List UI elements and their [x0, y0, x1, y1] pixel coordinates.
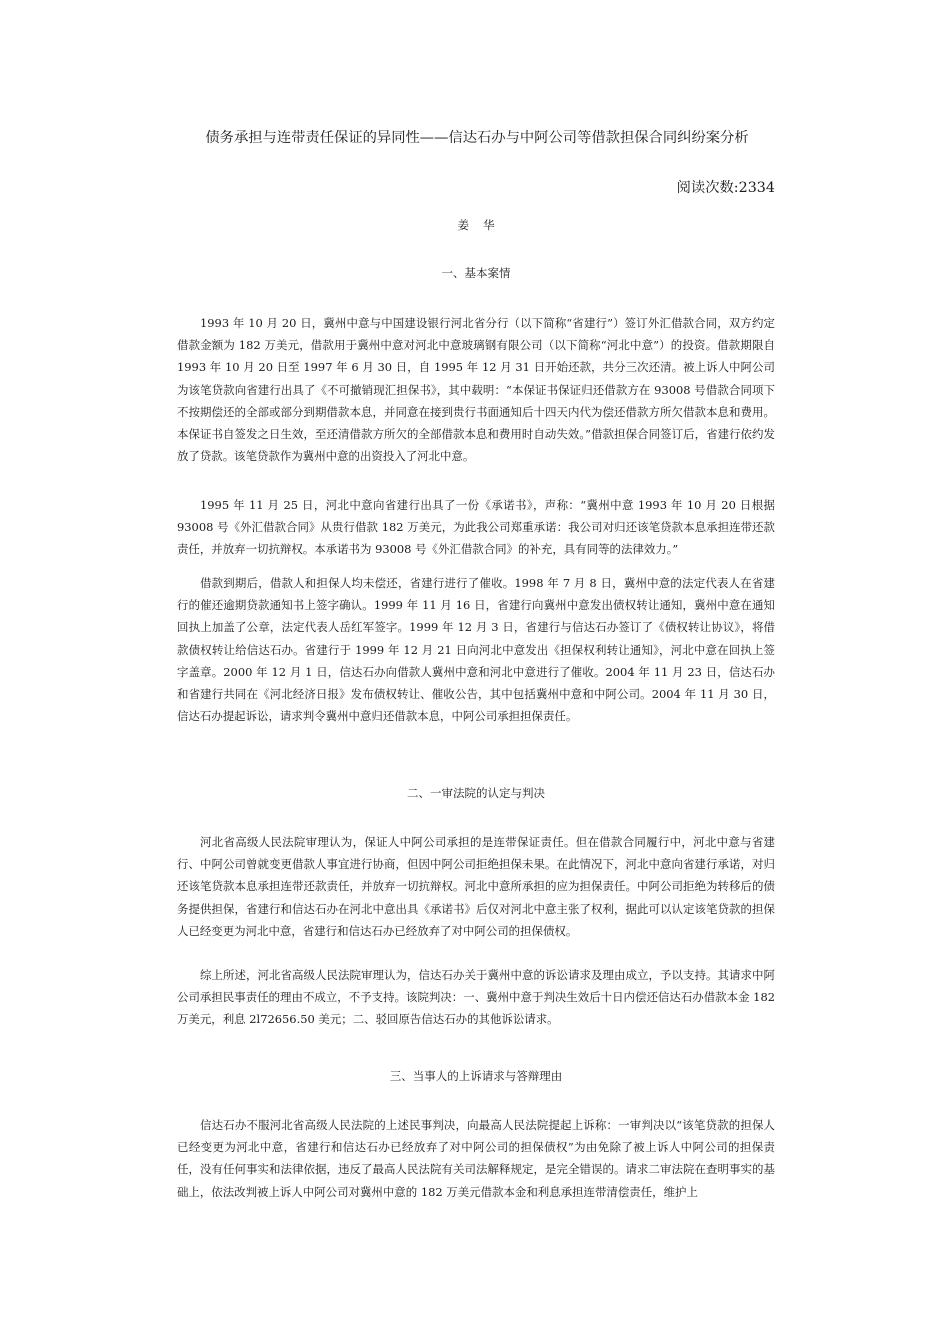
paragraph: 1995 年 11 月 25 日，河北中意向省建行出具了一份《承诺书》，声称：“冀州中意 1993 年 10 月 20 日根据 93008 号《外汇借款合同》从贵行借款 182 万美元，为此我公司郑重承诺：我公司对归还该笔贷款本息承担连带还款责任，并放弃一切抗辩权。本承诺书为 93008 号《外汇借款合同》的补充，具有同等的法律效力。” [177, 498, 775, 557]
paragraph: 1993 年 10 月 20 日，冀州中意与中国建设银行河北省分行（以下简称“省建行”）签订外汇借款合同，双方约定借款金额为 182 万美元，借款用于冀州中意对河北中意玻璃钢有限公司（以下简称“河北中意”）的投资。借款期限自 1993 年 10 月 20 日至 1997 年 6 月 30 日，自 1995 年 12 月 31 日开始还款，共分三次还清。被上诉人中阿公司为该笔贷款向省建行出具了《不可撤销现汇担保书》，其中载明：“本保证书保证归还借款方在 93008 号借款合同项下不按期偿还的全部或部分到期借款本息，并同意在接到贵行书面通知后十四天内代为偿还借款方所欠借款本息和费用。本保证书自签发之日生效，至还清借款方所欠的全部借款本息和费用时自动失效。”借款担保合同签订后，省建行依约发放了贷款。该笔贷款作为冀州中意的出资投入了河北中意。 [177, 316, 775, 464]
paragraph: 综上所述，河北省高级人民法院审理认为，信达石办关于冀州中意的诉讼请求及理由成立，予以支持。其请求中阿公司承担民事责任的理由不成立，不予支持。该院判决：一、冀州中意于判决生效后十日内偿还信达石办借款本金 182 万美元，利息 2l72656.50 美元；二、驳回原告信达石办的其他诉讼请求。 [177, 968, 775, 1027]
author-name: 姜华 [457, 218, 509, 232]
section-heading-appeal: 三、当事人的上诉请求与答辩理由 [389, 1069, 563, 1083]
paragraph: 信达石办不服河北省高级人民法院的上述民事判决，向最高人民法院提起上诉称：一审判决以“该笔贷款的担保人已经变更为河北中意，省建行和信达石办已经放弃了对中阿公司的担保债权”为由免除了被上诉人中阿公司的担保责任，没有任何事实和法律依据，违反了最高人民法院有关司法解释规定，是完全错误的。请求二审法院在查明事实的基础上，依法改判被上诉人中阿公司对冀州中意的 182 万美元借款本金和利息承担连带清偿责任，维护上 [177, 1118, 775, 1199]
document-title: 债务承担与连带责任保证的异同性——信达石办与中阿公司等借款担保合同纠纷案分析 [205, 130, 749, 146]
section-heading-basic-facts: 一、基本案情 [441, 266, 511, 280]
read-count: 阅读次数:2334 [676, 180, 775, 196]
paragraph: 河北省高级人民法院审理认为，保证人中阿公司承担的是连带保证责任。但在借款合同履行中，河北中意与省建行、中阿公司曾就变更借款人事宜进行协商，但因中阿公司拒绝担保未果。在此情况下，河北中意向省建行承诺，对归还该笔贷款本息承担连带还款责任，并放弃一切抗辩权。河北中意所承担的应为担保责任。中阿公司拒绝为转移后的债务提供担保，省建行和信达石办在河北中意出具《承诺书》后仅对河北中意主张了权利，据此可以认定该笔贷款的担保人已经变更为河北中意，省建行和信达石办已经放弃了对中阿公司的担保债权。 [177, 835, 775, 938]
paragraph: 借款到期后，借款人和担保人均未偿还，省建行进行了催收。1998 年 7 月 8 日，冀州中意的法定代表人在省建行的催还逾期贷款通知书上签字确认。1999 年 11 月 16 日，省建行向冀州中意发出债权转让通知，冀州中意在通知回执上加盖了公章，法定代表人岳红军签字。1999 年 12 月 3 日，省建行与信达石办签订了《债权转让协议》，将借款债权转让给信达石办。省建行于 1999 年 12 月 21 日向河北中意发出《担保权利转让通知》，河北中意在回执上签字盖章。2000 年 12 月 1 日，信达石办向借款人冀州中意和河北中意进行了催收。2004 年 11 月 23 日，信达石办和省建行共同在《河北经济日报》发布债权转让、催收公告，其中包括冀州中意和中阿公司。2004 年 11 月 30 日，信达石办提起诉讼，请求判令冀州中意归还借款本息，中阿公司承担担保责任。 [177, 576, 775, 724]
section-heading-first-instance: 二、一审法院的认定与判决 [407, 786, 545, 800]
